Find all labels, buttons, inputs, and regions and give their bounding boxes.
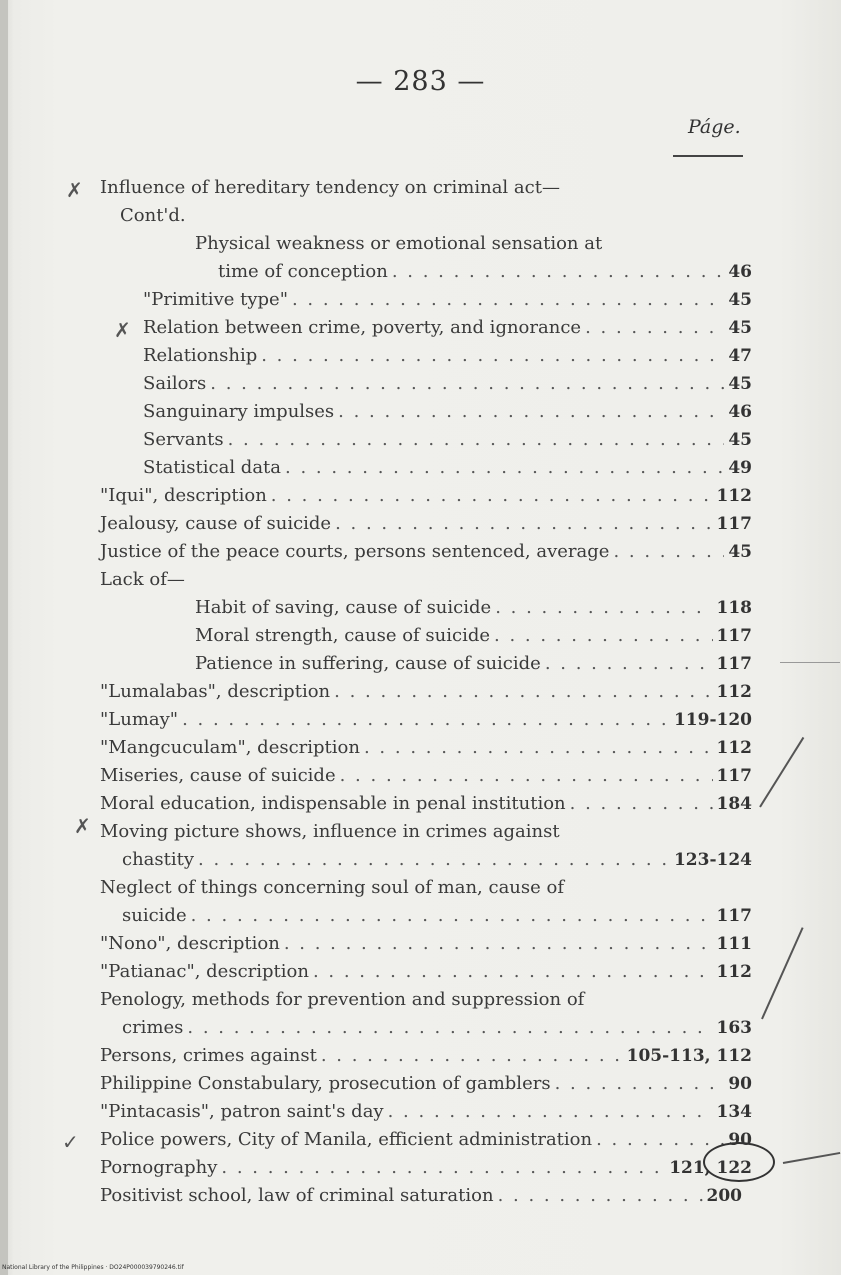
entry-text: Cont'd. xyxy=(120,205,186,226)
entry-page: 112 xyxy=(716,738,752,758)
index-entry xyxy=(218,258,752,286)
leader-dots xyxy=(228,426,725,454)
leader-dots xyxy=(271,482,713,510)
entry-text: "Nono", description xyxy=(100,933,280,954)
header-rule xyxy=(673,155,743,157)
entry-text: Sanguinary impulses xyxy=(143,401,335,422)
index-entry xyxy=(100,1182,742,1210)
index-entry xyxy=(195,650,752,678)
entry-text: Patience in suffering, cause of suicide xyxy=(195,653,541,674)
entry-text: Penology, methods for prevention and suppression of xyxy=(100,989,585,1010)
index-entry xyxy=(143,370,752,398)
leader-dots xyxy=(613,538,724,566)
index-entry xyxy=(100,874,752,902)
index-entry xyxy=(122,902,752,930)
index-entry xyxy=(100,174,752,202)
leader-dots xyxy=(570,790,713,818)
handwritten-dash-mark xyxy=(783,1152,840,1164)
entry-page: 111 xyxy=(716,934,752,954)
entry-text: Neglect of things concerning soul of man, cause of xyxy=(100,877,565,898)
leader-dots xyxy=(364,734,713,762)
entry-text: Positivist school, law of criminal saturation xyxy=(100,1185,494,1206)
leader-dots xyxy=(261,342,724,370)
entry-text: Pornography xyxy=(100,1157,218,1178)
leader-dots xyxy=(494,622,712,650)
handwritten-slash-mark xyxy=(759,737,804,808)
entry-page: 112 xyxy=(716,486,752,506)
index-entry xyxy=(100,1042,752,1070)
entry-page: 184 xyxy=(716,794,752,814)
leader-dots xyxy=(292,286,724,314)
leader-dots xyxy=(284,930,713,958)
index-entry xyxy=(100,482,752,510)
handwritten-check-mark-icon: ✗ xyxy=(66,178,83,202)
index-entry xyxy=(100,734,752,762)
page-spine-edge xyxy=(0,0,8,1275)
entry-text: "Pintacasis", patron saint's day xyxy=(100,1101,384,1122)
entry-page: 47 xyxy=(728,346,752,366)
index-entry xyxy=(195,594,752,622)
margin-line xyxy=(780,662,840,663)
entry-text: Persons, crimes against xyxy=(100,1045,317,1066)
entry-page: 119-120 xyxy=(673,710,752,730)
handwritten-check-mark-icon: ✗ xyxy=(114,318,131,342)
entry-page: 163 xyxy=(716,1018,752,1038)
entry-text: Justice of the peace courts, persons sentenced, average xyxy=(100,541,610,562)
entry-text: chastity xyxy=(122,849,195,870)
leader-dots xyxy=(221,1154,665,1182)
entry-page: 46 xyxy=(728,262,752,282)
leader-dots xyxy=(191,902,713,930)
entry-text: Moving picture shows, influence in crimes against xyxy=(100,821,560,842)
handwritten-slash-mark xyxy=(761,927,804,1019)
entry-text: Relation between crime, poverty, and ignorance xyxy=(143,317,582,338)
entry-page: 45 xyxy=(728,542,752,562)
page-number: — 283 — xyxy=(355,66,486,97)
entry-page: 49 xyxy=(728,458,752,478)
entry-text: suicide xyxy=(122,905,187,926)
index-entry xyxy=(143,314,752,342)
entry-page: 117 xyxy=(716,514,752,534)
entry-text: "Lumay" xyxy=(100,709,179,730)
entry-text: Habit of saving, cause of suicide xyxy=(195,597,492,618)
leader-dots xyxy=(285,454,724,482)
entry-text: "Lumalabas", description xyxy=(100,681,331,702)
entry-text: Statistical data xyxy=(143,457,282,478)
index-entry xyxy=(143,342,752,370)
entry-text: Moral education, indispensable in penal institution xyxy=(100,793,566,814)
entry-text: crimes xyxy=(122,1017,184,1038)
entry-page: 105-113, 112 xyxy=(626,1046,752,1066)
entry-page: 45 xyxy=(728,318,752,338)
entry-text: Philippine Constabulary, prosecution of gamblers xyxy=(100,1073,551,1094)
leader-dots xyxy=(545,650,713,678)
leader-dots xyxy=(555,1070,725,1098)
index-entry xyxy=(143,286,752,314)
entry-text: Influence of hereditary tendency on criminal act— xyxy=(100,177,560,198)
index-entry xyxy=(195,622,752,650)
leader-dots xyxy=(313,958,713,986)
entry-page: 46 xyxy=(728,402,752,422)
entry-text: "Mangcuculam", description xyxy=(100,737,360,758)
page-column-header: Páge. xyxy=(688,116,741,138)
index-entry xyxy=(100,958,752,986)
index-entry xyxy=(143,454,752,482)
entry-page: 117 xyxy=(716,626,752,646)
entry-page: 45 xyxy=(728,290,752,310)
entry-page: 112 xyxy=(716,682,752,702)
leader-dots xyxy=(321,1042,623,1070)
entry-page: 90 xyxy=(728,1074,752,1094)
leader-dots xyxy=(334,678,712,706)
index-entry xyxy=(100,818,752,846)
index-entry xyxy=(100,706,752,734)
leader-dots xyxy=(335,510,712,538)
index-entry xyxy=(195,230,752,258)
index-entry xyxy=(100,510,752,538)
entry-text: "Patianac", description xyxy=(100,961,309,982)
entry-page: 121, 122 xyxy=(669,1158,752,1178)
leader-dots xyxy=(198,846,670,874)
entry-page: 134 xyxy=(716,1102,752,1122)
entry-text: "Primitive type" xyxy=(143,289,288,310)
entry-page: 90 xyxy=(728,1130,752,1150)
entry-page: 200 xyxy=(706,1186,742,1206)
leader-dots xyxy=(187,1014,712,1042)
handwritten-check-mark-icon: ✓ xyxy=(62,1130,79,1154)
index-entry xyxy=(100,986,752,1014)
entry-text: "Iqui", description xyxy=(100,485,267,506)
entry-text: Relationship xyxy=(143,345,258,366)
entry-text: Sailors xyxy=(143,373,207,394)
entry-page: 112 xyxy=(716,962,752,982)
entry-text: Moral strength, cause of suicide xyxy=(195,625,491,646)
entry-text: Jealousy, cause of suicide xyxy=(100,513,332,534)
index-entry xyxy=(100,538,752,566)
entry-page: 117 xyxy=(716,654,752,674)
entry-text: time of conception xyxy=(218,261,388,282)
entry-page: 117 xyxy=(716,766,752,786)
index-entry xyxy=(120,202,729,230)
index-entry xyxy=(100,566,752,594)
index-entry xyxy=(143,426,752,454)
entry-page: 117 xyxy=(716,906,752,926)
entry-page: 45 xyxy=(728,430,752,450)
leader-dots xyxy=(495,594,712,622)
leader-dots xyxy=(388,1098,713,1126)
index-entry xyxy=(100,1070,752,1098)
index-entry xyxy=(100,762,752,790)
leader-dots xyxy=(210,370,724,398)
entry-text: Servants xyxy=(143,429,224,450)
leader-dots xyxy=(585,314,724,342)
index-entry xyxy=(100,1126,752,1154)
entry-text: Physical weakness or emotional sensation at xyxy=(195,233,603,254)
index-entry xyxy=(100,1154,752,1182)
leader-dots xyxy=(498,1182,703,1210)
entry-text: Police powers, City of Manila, efficient administration xyxy=(100,1129,593,1150)
leader-dots xyxy=(392,258,724,286)
index-entry xyxy=(100,1098,752,1126)
index-entry xyxy=(122,846,752,874)
index-entry xyxy=(122,1014,752,1042)
index-entry xyxy=(143,398,752,426)
index-entry xyxy=(100,678,752,706)
leader-dots xyxy=(182,706,670,734)
handwritten-check-mark-icon: ✗ xyxy=(74,814,91,838)
entry-page: 123-124 xyxy=(673,850,752,870)
index-entry xyxy=(100,930,752,958)
leader-dots xyxy=(340,762,713,790)
entry-text: Lack of— xyxy=(100,569,185,590)
handwritten-circle-annotation xyxy=(703,1142,775,1182)
scan-footer-credit: National Library of the Philippines · DO24P000039790246.tif xyxy=(2,1264,184,1271)
leader-dots xyxy=(596,1126,724,1154)
leader-dots xyxy=(338,398,724,426)
entry-page: 118 xyxy=(716,598,752,618)
index-entry xyxy=(100,790,752,818)
entry-text: Miseries, cause of suicide xyxy=(100,765,336,786)
entry-page: 45 xyxy=(728,374,752,394)
